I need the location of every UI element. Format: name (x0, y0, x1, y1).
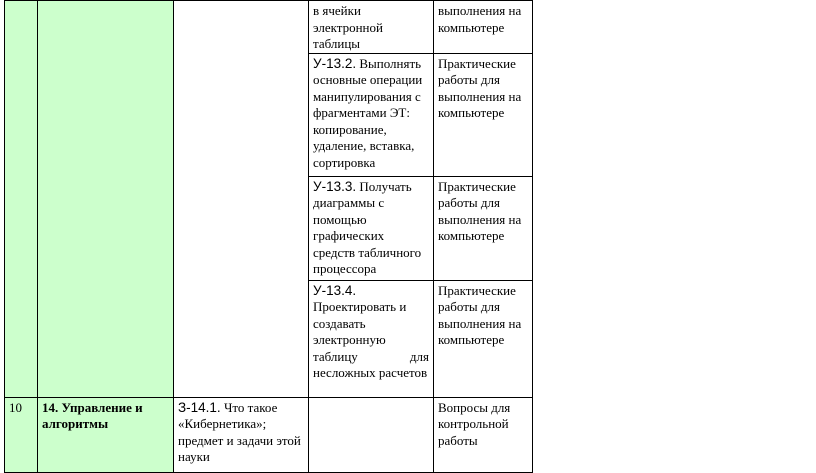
control-cell (434, 176, 533, 280)
skill-text-word: для (409, 348, 429, 364)
skill-text: Получать диаграммы с помощью графических средств табличного процессора (313, 178, 422, 276)
skill-text-line: несложных расчетов (313, 365, 428, 380)
skill-code: У-13.3. (313, 178, 357, 194)
knowledge-text: Что такое «Кибернетика»; предмет и задачи этой науки (178, 399, 301, 464)
number-cell (5, 397, 38, 472)
control-text: выполнения на компьютере (438, 3, 522, 35)
topic-cell (38, 397, 174, 472)
skill-cell (309, 397, 434, 472)
control-text: Практические работы для выполнения на компьютере (438, 55, 522, 120)
skill-code: У-13.2. (313, 55, 357, 71)
control-cell (434, 280, 533, 397)
control-text: Вопросы для контрольной работы (438, 399, 511, 448)
knowledge-code: З-14.1. (178, 399, 221, 415)
skill-text-line: Проектировать и создавать электронную (313, 299, 407, 347)
control-cell (434, 397, 533, 472)
control-cell (434, 53, 533, 176)
table-row (5, 1, 533, 54)
skill-cell (309, 53, 434, 176)
control-text: Практические работы для выполнения на компьютере (438, 282, 522, 347)
curriculum-table (4, 0, 533, 473)
knowledge-cell (174, 397, 309, 472)
number-cell (5, 1, 38, 398)
skill-text: в ячейки электронной таблицы (313, 3, 383, 51)
skill-text-word: таблицу (313, 348, 358, 364)
skill-cell (309, 1, 434, 54)
row-number: 10 (9, 399, 22, 415)
knowledge-cell (174, 1, 309, 398)
skill-code: У-13.4. (313, 282, 357, 298)
control-cell (434, 1, 533, 54)
table-row (5, 397, 533, 472)
topic-cell (38, 1, 174, 398)
control-text: Практические работы для выполнения на компьютере (438, 178, 522, 243)
skill-text-spread-line (313, 349, 429, 366)
skill-cell (309, 176, 434, 280)
skill-cell (309, 280, 434, 397)
topic-title: 14. Управление и алгоритмы (42, 399, 143, 431)
skill-text: Выполнять основные операции манипулирования с фрагментами ЭТ: копирование, удаление, вставка, сортировка (313, 55, 423, 170)
